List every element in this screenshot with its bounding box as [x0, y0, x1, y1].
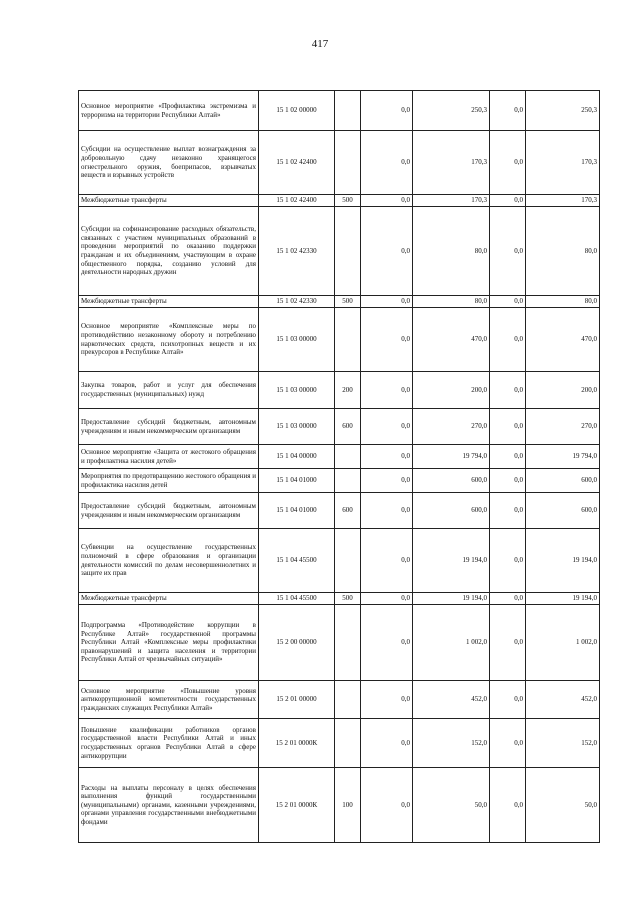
target-code: 15 1 02 42330	[259, 296, 335, 308]
amount-2: 600,0	[413, 469, 490, 493]
amount-2: 270,0	[413, 409, 490, 445]
amount-2: 470,0	[413, 308, 490, 372]
row-name: Предоставление субсидий бюджетным, автономным учреждениям и иным некоммерческим организациям	[79, 493, 259, 529]
amount-1: 0,0	[361, 593, 413, 605]
amount-4: 80,0	[526, 207, 600, 296]
amount-4: 250,3	[526, 91, 600, 131]
amount-2: 19 794,0	[413, 445, 490, 469]
target-code: 15 1 02 42400	[259, 131, 335, 195]
expense-type	[335, 469, 361, 493]
row-name: Субвенции на осуществление государственных полномочий в сфере образования и организации деятельности комиссий по делам несовершеннолетних и защите их прав	[79, 529, 259, 593]
amount-1: 0,0	[361, 131, 413, 195]
expense-type: 500	[335, 195, 361, 207]
amount-4: 19 194,0	[526, 593, 600, 605]
budget-table	[78, 90, 600, 843]
amount-4: 452,0	[526, 681, 600, 719]
expense-type	[335, 445, 361, 469]
row-name: Закупка товаров, работ и услуг для обеспечения государственных (муниципальных) нужд	[79, 372, 259, 409]
amount-3: 0,0	[490, 296, 526, 308]
amount-1: 0,0	[361, 529, 413, 593]
table-row	[79, 91, 600, 131]
amount-2: 152,0	[413, 719, 490, 768]
target-code: 15 1 03 00000	[259, 409, 335, 445]
table-row	[79, 131, 600, 195]
row-name: Межбюджетные трансферты	[79, 593, 259, 605]
budget-table-body	[79, 91, 600, 843]
amount-2: 19 194,0	[413, 593, 490, 605]
table-row	[79, 593, 600, 605]
row-name: Подпрограмма «Противодействие коррупции в Республике Алтай» государственной программы Республики Алтай «Комплексные меры профилактики правонарушений и защита населения и территории Республики Алтай от чрезвычайных ситуаций»	[79, 605, 259, 681]
amount-1: 0,0	[361, 409, 413, 445]
table-row	[79, 195, 600, 207]
row-name: Межбюджетные трансферты	[79, 296, 259, 308]
amount-3: 0,0	[490, 469, 526, 493]
target-code: 15 1 02 42400	[259, 195, 335, 207]
row-name: Повышение квалификации работников органов государственной власти Республики Алтай и иных государственных органов Республики Алтай в сфере антикоррупции	[79, 719, 259, 768]
target-code: 15 1 04 00000	[259, 445, 335, 469]
amount-3: 0,0	[490, 493, 526, 529]
expense-type: 600	[335, 493, 361, 529]
expense-type: 500	[335, 296, 361, 308]
expense-type: 500	[335, 593, 361, 605]
amount-4: 200,0	[526, 372, 600, 409]
amount-3: 0,0	[490, 308, 526, 372]
amount-1: 0,0	[361, 195, 413, 207]
amount-4: 19 794,0	[526, 445, 600, 469]
amount-3: 0,0	[490, 719, 526, 768]
row-name: Основное мероприятие «Профилактика экстремизма и терроризма на территории Республики Алтай»	[79, 91, 259, 131]
amount-3: 0,0	[490, 605, 526, 681]
amount-4: 19 194,0	[526, 529, 600, 593]
expense-type	[335, 529, 361, 593]
amount-1: 0,0	[361, 768, 413, 843]
table-row	[79, 529, 600, 593]
amount-3: 0,0	[490, 529, 526, 593]
amount-1: 0,0	[361, 308, 413, 372]
row-name: Основное мероприятие «Повышение уровня антикоррупционной компетентности государственных гражданских служащих Республики Алтай»	[79, 681, 259, 719]
expense-type	[335, 131, 361, 195]
amount-2: 200,0	[413, 372, 490, 409]
amount-2: 1 002,0	[413, 605, 490, 681]
amount-1: 0,0	[361, 296, 413, 308]
amount-1: 0,0	[361, 372, 413, 409]
table-row	[79, 469, 600, 493]
amount-1: 0,0	[361, 207, 413, 296]
row-name: Предоставление субсидий бюджетным, автономным учреждениям и иным некоммерческим организациям	[79, 409, 259, 445]
amount-4: 80,0	[526, 296, 600, 308]
amount-3: 0,0	[490, 372, 526, 409]
target-code: 15 2 01 00000	[259, 681, 335, 719]
row-name: Основное мероприятие «Защита от жестокого обращения и профилактика насилия детей»	[79, 445, 259, 469]
row-name: Расходы на выплаты персоналу в целях обеспечения выполнения функций государственными (муниципальными) органами, казенными учреждениями, органами управления государственными внебюджетными фондами	[79, 768, 259, 843]
amount-1: 0,0	[361, 469, 413, 493]
amount-2: 19 194,0	[413, 529, 490, 593]
amount-1: 0,0	[361, 605, 413, 681]
table-row	[79, 719, 600, 768]
expense-type: 100	[335, 768, 361, 843]
amount-3: 0,0	[490, 207, 526, 296]
table-row	[79, 372, 600, 409]
target-code: 15 2 01 0000К	[259, 768, 335, 843]
amount-2: 250,3	[413, 91, 490, 131]
page-number: 417	[311, 38, 329, 50]
expense-type: 600	[335, 409, 361, 445]
row-name: Межбюджетные трансферты	[79, 195, 259, 207]
amount-4: 1 002,0	[526, 605, 600, 681]
amount-2: 50,0	[413, 768, 490, 843]
expense-type	[335, 681, 361, 719]
expense-type	[335, 207, 361, 296]
amount-4: 600,0	[526, 469, 600, 493]
amount-4: 50,0	[526, 768, 600, 843]
row-name: Мероприятия по предотвращению жестокого обращения и профилактика насилия детей	[79, 469, 259, 493]
amount-3: 0,0	[490, 768, 526, 843]
amount-3: 0,0	[490, 409, 526, 445]
expense-type	[335, 308, 361, 372]
target-code: 15 1 04 01000	[259, 469, 335, 493]
table-row	[79, 681, 600, 719]
table-row	[79, 493, 600, 529]
target-code: 15 1 03 00000	[259, 372, 335, 409]
amount-3: 0,0	[490, 681, 526, 719]
amount-3: 0,0	[490, 91, 526, 131]
target-code: 15 1 04 01000	[259, 493, 335, 529]
amount-4: 470,0	[526, 308, 600, 372]
amount-1: 0,0	[361, 91, 413, 131]
row-name: Субсидии на софинансирование расходных обязательств, связанных с участием муниципальных образований в проведении мероприятий по оказанию поддержки гражданам и их объединениям, участвующим в охране общественного порядка, созданию условий для деятельности народных дружин	[79, 207, 259, 296]
amount-1: 0,0	[361, 493, 413, 529]
amount-2: 600,0	[413, 493, 490, 529]
target-code: 15 1 02 42330	[259, 207, 335, 296]
amount-4: 270,0	[526, 409, 600, 445]
amount-2: 170,3	[413, 131, 490, 195]
amount-2: 80,0	[413, 207, 490, 296]
amount-1: 0,0	[361, 719, 413, 768]
amount-3: 0,0	[490, 131, 526, 195]
amount-1: 0,0	[361, 681, 413, 719]
expense-type	[335, 605, 361, 681]
table-row	[79, 445, 600, 469]
amount-4: 170,3	[526, 131, 600, 195]
amount-4: 600,0	[526, 493, 600, 529]
amount-2: 80,0	[413, 296, 490, 308]
row-name: Субсидии на осуществление выплат вознаграждения за добровольную сдачу незаконно хранящегося огнестрельного оружия, боеприпасов, взрывчатых веществ и взрывных устройств	[79, 131, 259, 195]
target-code: 15 1 02 00000	[259, 91, 335, 131]
amount-4: 152,0	[526, 719, 600, 768]
expense-type	[335, 719, 361, 768]
row-name: Основное мероприятие «Комплексные меры по противодействию незаконному обороту и потреблению наркотических средств, психотропных веществ и их прекурсоров в Республике Алтай»	[79, 308, 259, 372]
expense-type: 200	[335, 372, 361, 409]
table-row	[79, 768, 600, 843]
amount-3: 0,0	[490, 593, 526, 605]
target-code: 15 1 03 00000	[259, 308, 335, 372]
target-code: 15 1 04 45500	[259, 593, 335, 605]
table-row	[79, 296, 600, 308]
target-code: 15 2 01 0000К	[259, 719, 335, 768]
table-row	[79, 207, 600, 296]
amount-3: 0,0	[490, 195, 526, 207]
target-code: 15 1 04 45500	[259, 529, 335, 593]
table-row	[79, 308, 600, 372]
table-row	[79, 409, 600, 445]
amount-2: 452,0	[413, 681, 490, 719]
amount-1: 0,0	[361, 445, 413, 469]
target-code: 15 2 00 00000	[259, 605, 335, 681]
expense-type	[335, 91, 361, 131]
amount-3: 0,0	[490, 445, 526, 469]
amount-2: 170,3	[413, 195, 490, 207]
amount-4: 170,3	[526, 195, 600, 207]
table-row	[79, 605, 600, 681]
